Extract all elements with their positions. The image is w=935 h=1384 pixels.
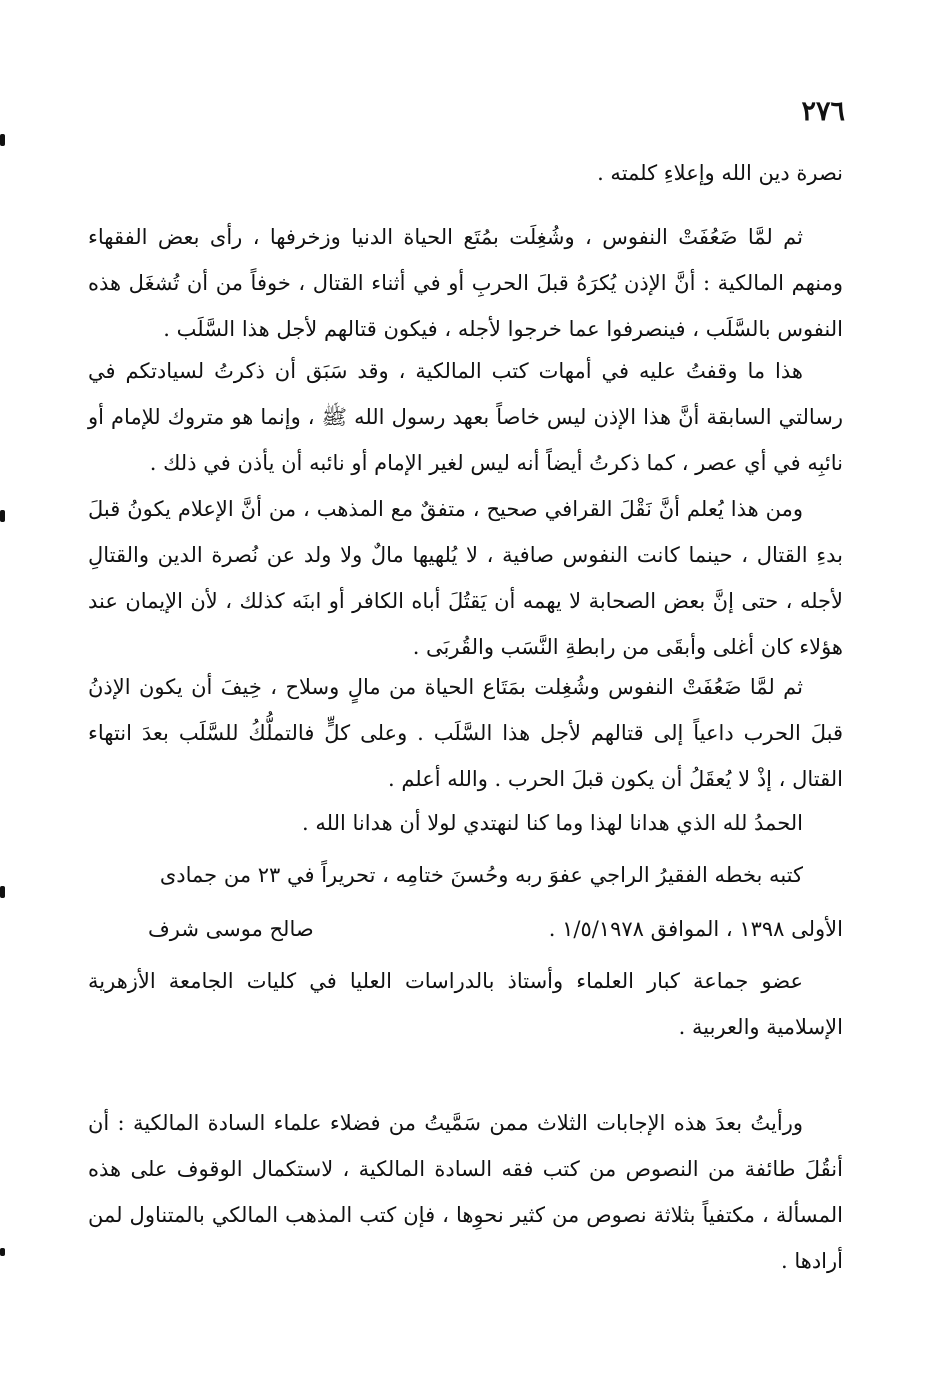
page-number: ٢٧٦ [801,96,845,127]
margin-mark [0,886,5,898]
paragraph-block-5 [88,800,843,846]
paragraph-6: كتبه بخطه الفقيرُ الراجي عفوَ ربه وحُسنَ ختامِه ، تحريراً في ٢٣ من جمادى [159,863,803,887]
paragraph-2: هذا ما وقفتُ عليه في أمهات كتب المالكية ، وقد سَبَق أن ذكرتُ لسيادتكم في رسالتي السابقة أنَّ هذا الإذن ليس خاصاً بعهد رسول الله ﷺ ، وإنما هو متروك للإمام أو نائبِه في أي عصر ، كما ذكرتُ أيضاً أنه ليس لغير الإمام أو نائبه أن يأذن في ذلك . [88,359,843,475]
signature-date: الأولى ١٣٩٨ ، الموافق ١/٥/١٩٧٨ . [548,917,843,941]
paragraph-block-8 [88,1100,843,1284]
paragraph-block-6 [88,852,843,898]
paragraph-block-7 [88,958,843,1050]
paragraph-3: ومن هذا يُعلم أنَّ نَقْلَ القرافي صحيح ، متفقٌ مع المذهب ، من أنَّ الإعلام يكونُ قبلَ بدءِ القتال ، حينما كانت النفوس صافية ، لا يُلهيها مالٌ ولا ولد عن نُصرة الدين والقتالِ لأجله ، حتى إنَّ بعض الصحابة لا يهمه أن يَقتُلَ أباه الكافر أو ابنَه كذلك ، لأن الإيمان عند هؤلاء كان أغلى وأبقَى من رابطةِ النَّسَب والقُربَى . [88,497,844,659]
paragraph-block-3 [88,486,843,670]
paragraph-8: ورأيتُ بعدَ هذه الإجابات الثلاث ممن سَمَّيتُ من فضلاء علماء السادة المالكية : أن أنقُلَ طائفة من النصوص من كتب فقه السادة المالكية ، لاستكمال الوقوف على هذه المسألة ، مكتفياً بثلاثة نصوص من كثير نحوِها ، فإن كتب المذهب المالكي بالمتناول لمن أرادها . [88,1111,843,1273]
paragraph-1: ثم لمَّا ضَعُفَتْ النفوس ، وشُغِلَت بمُتَع الحياة الدنيا وزخرفها ، رأى بعض الفقهاء ومنهم المالكية : أنَّ الإذن يُكرَهُ قبلَ الحربِ أو في أثناء القتال ، خوفاً من أن تُشغَل هذه النفوس بالسَّلَب ، فينصرفوا عما خرجوا لأجله ، فيكون قتالهم لأجل هذا السَّلَب . [88,225,843,341]
paragraph-5: الحمدُ لله الذي هدانا لهذا وما كنا لنهتدي لولا أن هدانا الله . [302,811,803,835]
paragraph-block-4 [88,664,843,802]
paragraph-closing-line [88,150,843,196]
paragraph-0: نصرة دين الله وإعلاءِ كلمته . [597,161,843,185]
paragraph-7: عضو جماعة كبار العلماء وأستاذ بالدراسات العليا في كليات الجامعة الأزهرية الإسلامية والعربية . [88,969,843,1039]
signature-name: صالح موسى شرف [148,917,314,941]
paragraph-block-2 [88,348,843,486]
margin-mark [0,134,5,146]
signature-line [88,906,843,952]
paragraph-block-1 [88,214,843,352]
margin-mark [0,510,5,522]
paragraph-4: ثم لمَّا ضَعُفَتْ النفوس وشُغِلت بمَتَاع الحياة من مالٍ وسلاح ، خِيفَ أن يكون الإذنُ قبلَ الحرب داعياً إلى قتالهم لأجل هذا السَّلَب . وعلى كلٍّ فالتملُّكُ للسَّلَب بعدَ انتهاء القتال ، إذْ لا يُعقَلُ أن يكون قبلَ الحرب . والله أعلم . [88,675,843,791]
margin-mark [0,1248,5,1256]
